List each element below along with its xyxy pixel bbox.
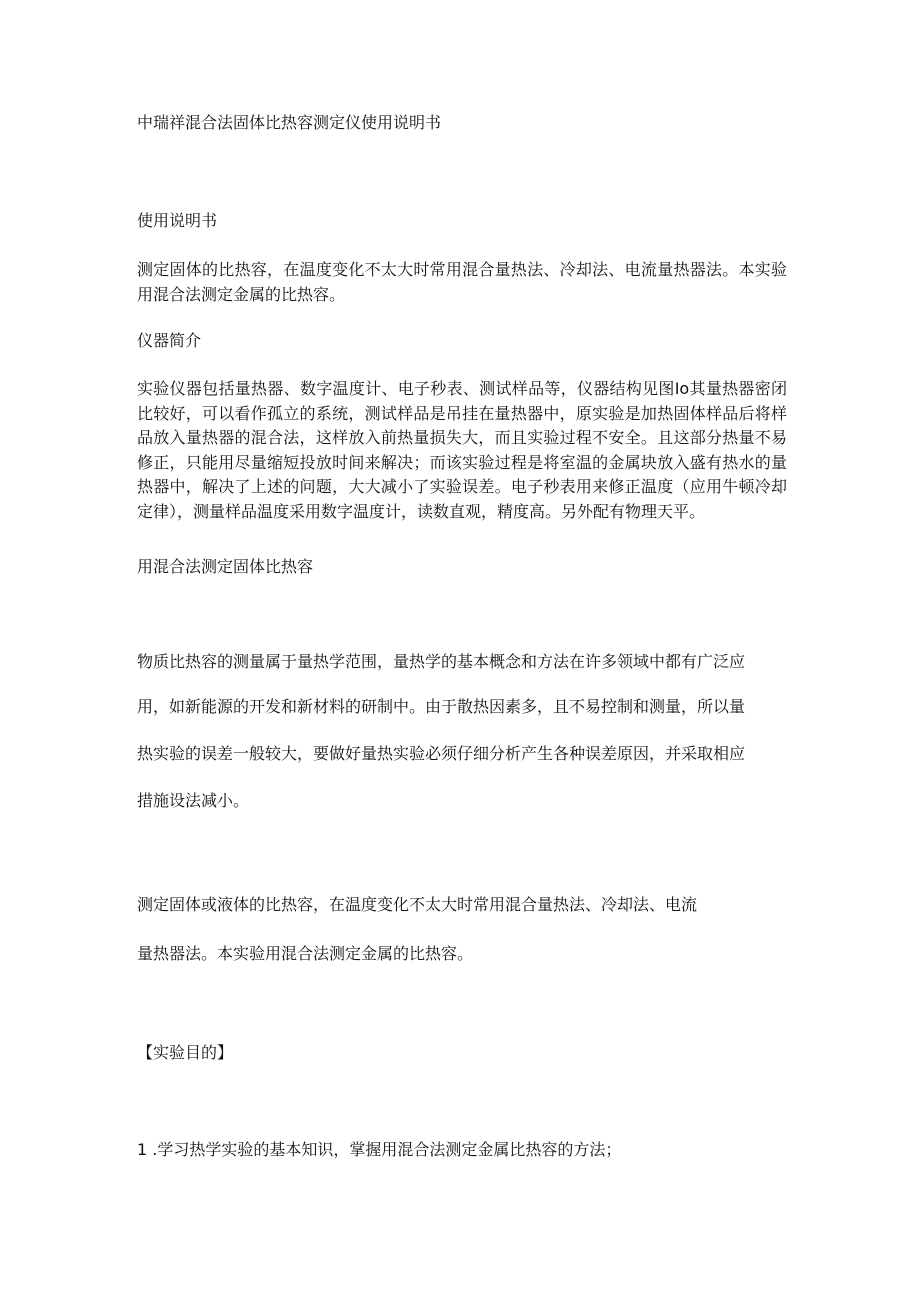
calorimetry-line-3: 热实验的误差一般较大，要做好量热实验必须仔细分析产生各种误差原因，并采取相应	[137, 744, 746, 763]
calorimetry-line-2: 用，如新能源的开发和新材料的研制中。由于散热因素多，且不易控制和测量，所以量	[137, 697, 746, 716]
calorimetry-line-4: 措施设法减小。	[137, 791, 250, 810]
calorimetry-line-1: 物质比热容的测量属于量热学范围，量热学的基本概念和方法在许多领域中都有广泛应	[137, 652, 746, 671]
repeat-line-1: 测定固体或液体的比热容，在温度变化不太大时常用混合量热法、冷却法、电流	[137, 895, 698, 914]
method-heading: 用混合法测定固体比热容	[137, 557, 314, 576]
repeat-line-2: 量热器法。本实验用混合法测定金属的比热容。	[137, 944, 474, 963]
instrument-paragraph: 实验仪器包括量热器、数字温度计、电子秒表、测试样品等，仪器结构见图Io其量热器密闭比较好，可以看作孤立的系统，测试样品是吊挂在量热器中，原实验是加热固体样品后将样品放入量热器的混合法，这样放入前热量损失大，而且实验过程不安全。且这部分热量不易修正，只能用尽量缩短投放时间来解决；而该实验过程是将室温的金属块放入盛有热水的量热器中，解决了上述的问题，大大减小了实验误差。电子秒表用来修正温度（应用牛顿冷却定律），测量样品温度采用数字温度计，读数直观，精度高。另外配有物理天平。	[137, 379, 787, 521]
instrument-heading: 仪器简介	[137, 331, 202, 350]
intro-paragraph: 测定固体的比热容，在温度变化不太大时常用混合量热法、冷却法、电流量热器法。本实验用混合法测定金属的比热容。	[137, 260, 787, 304]
purpose-heading: 【实验目的】	[137, 1043, 234, 1062]
manual-heading: 使用说明书	[137, 211, 218, 230]
purpose-item-1: 1 .学习热学实验的基本知识，掌握用混合法测定金属比热容的方法；	[137, 1140, 622, 1159]
document-title: 中瑞祥混合法固体比热容测定仪使用说明书	[137, 113, 442, 132]
